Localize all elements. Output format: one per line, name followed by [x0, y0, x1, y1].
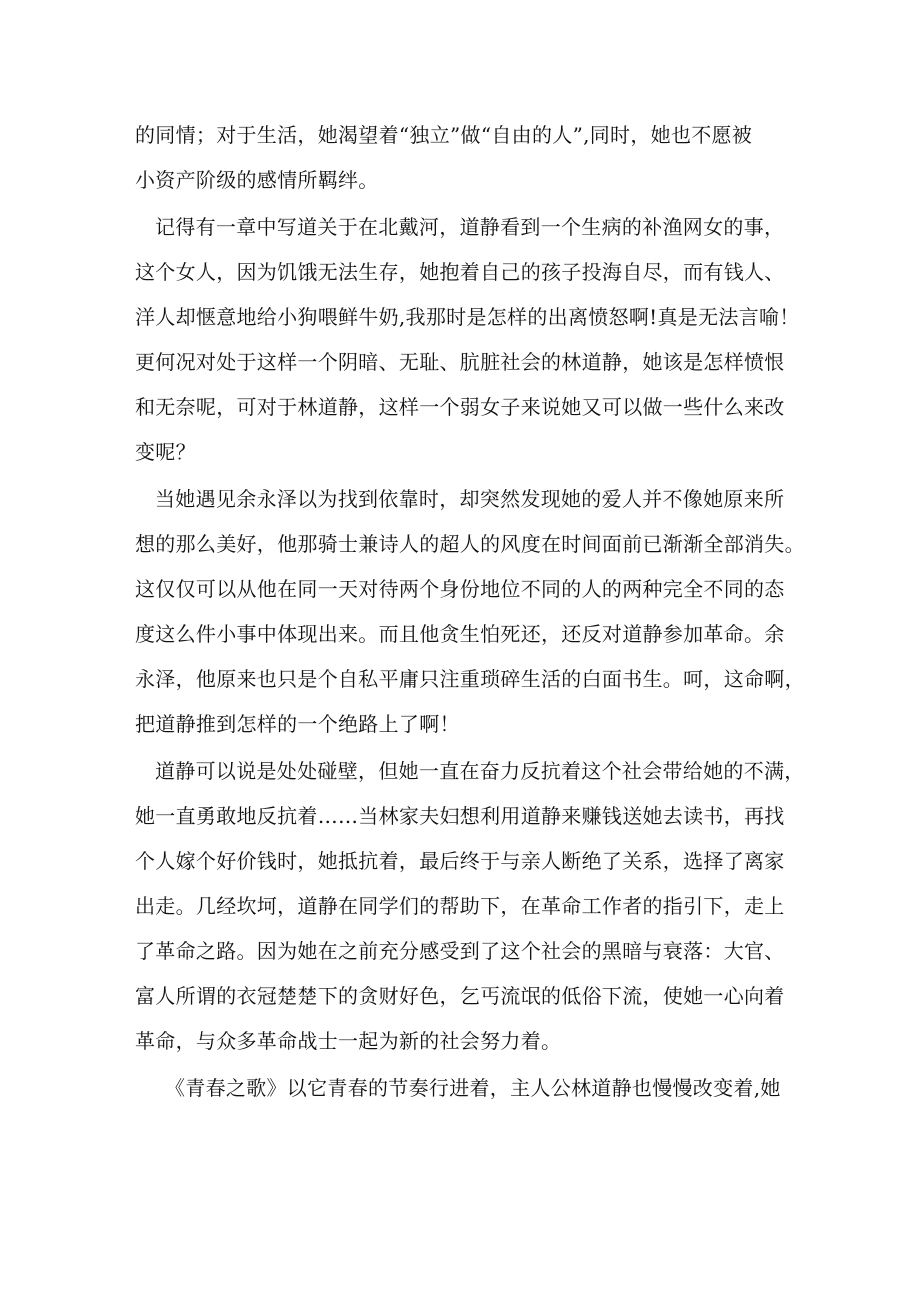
text-line: 的同情；对于生活，她渴望着“独立”做“自由的人”,同时，她也不愿被 [135, 123, 753, 147]
paragraph-1 [135, 113, 793, 203]
text-line: 出走。几经坎坷，道静在同学们的帮助下，在革命工作者的指引下，走上 [135, 894, 785, 918]
text-line: 度这么件小事中体现出来。而且他贪生怕死还，还反对道静参加革命。余 [135, 622, 785, 646]
text-line: 《青春之歌》以它青春的节奏行进着，主人公林道静也慢慢改变着,她 [165, 1076, 781, 1100]
text-line: 她一直勇敢地反抗着……当林家夫妇想利用道静来赚钱送她去读书，再找 [135, 804, 785, 828]
body-text [135, 113, 805, 1113]
paragraph-2 [135, 205, 800, 475]
text-line: 更何况对处于这样一个阴暗、无耻、肮脏社会的林道静，她该是怎样愤恨 [135, 350, 785, 374]
text-line: 道静可以说是处处碰壁，但她一直在奋力反抗着这个社会带给她的不满， [155, 759, 805, 783]
text-line: 想的那么美好，他那骑士兼诗人的超人的风度在时间面前已渐渐全部消失。 [135, 532, 805, 556]
text-line: 和无奈呢，可对于林道静，这样一个弱女子来说她又可以做一些什么来改 [135, 395, 785, 419]
paragraph-5 [135, 1066, 793, 1111]
paragraph-4 [135, 749, 805, 1064]
text-line: 永泽，他原来也只是个自私平庸只注重琐碎生活的白面书生。呵，这命啊， [135, 667, 805, 691]
text-line: 了革命之路。因为她在之前充分感受到了这个社会的黑暗与衰落：大官、 [135, 939, 785, 963]
text-line: 个人嫁个好价钱时，她抵抗着，最后终于与亲人断绝了关系，选择了离家 [135, 849, 785, 873]
text-line: 这仅仅可以从他在同一天对待两个身份地位不同的人的两种完全不同的态 [135, 577, 785, 601]
text-line: 变呢？ [135, 440, 196, 464]
text-line: 当她遇见余永泽以为找到依靠时，却突然发现她的爱人并不像她原来所 [155, 487, 785, 511]
text-line: 革命，与众多革命战士一起为新的社会努力着。 [135, 1029, 562, 1053]
text-line: 小资产阶级的感情所羁绊。 [135, 168, 379, 192]
text-line: 记得有一章中写道关于在北戴河，道静看到一个生病的补渔网女的事， [155, 215, 785, 239]
text-line: 洋人却惬意地给小狗喂鲜牛奶,我那时是怎样的出离愤怒啊!真是无法言喻！ [135, 305, 800, 329]
text-line: 富人所谓的衣冠楚楚下的贪财好色，乞丐流氓的低俗下流，使她一心向着 [135, 984, 785, 1008]
text-line: 这个女人，因为饥饿无法生存，她抱着自己的孩子投海自尽，而有钱人、 [135, 260, 785, 284]
paragraph-3 [135, 477, 805, 747]
text-line: 把道静推到怎样的一个绝路上了啊！ [135, 712, 460, 736]
